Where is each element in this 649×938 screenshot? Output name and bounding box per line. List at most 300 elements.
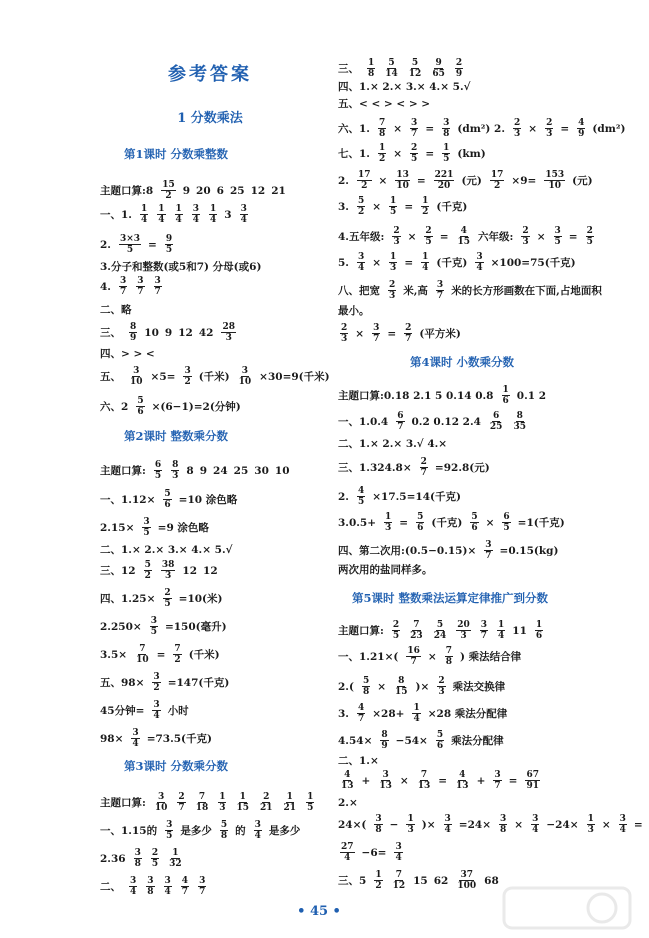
fraction: $\frac{7}{13}$ [417,770,431,791]
answer-text: 主题口算: [100,796,146,809]
answer-text: × [427,650,437,663]
fraction: $\frac{3}{4}$ [357,252,365,273]
fraction: $\frac{5}{6}$ [417,512,424,533]
answer-text: 一、1. [100,208,132,221]
fraction: $\frac{5}{6}$ [164,489,171,510]
fraction: $\frac{1}{3}$ [587,814,594,835]
answer-line [338,170,599,191]
fraction: $\frac{7}{12}$ [392,870,406,891]
answer-line [100,276,169,297]
fraction: $\frac{1}{15}$ [236,792,250,813]
answer-text: 3. [338,200,349,213]
answer-text: 二、 [100,880,121,893]
fraction: $\frac{1}{4}$ [498,620,505,641]
fraction: $\frac{17}{2}$ [357,170,371,191]
fraction: $\frac{1}{3}$ [390,252,397,273]
fraction: $\frac{8}{35}$ [513,411,526,432]
answer-text: = [416,174,426,187]
answer-line [100,322,243,343]
fraction: $\frac{3}{13}$ [379,770,392,791]
fraction: $\frac{1}{2}$ [422,196,429,217]
answer-text: ×17.5=14(千克) [372,490,461,503]
fraction: $\frac{2}{5}$ [411,143,418,164]
fraction: $\frac{2}{5}$ [164,588,171,609]
answer-text: 4. [100,280,111,293]
fraction: $\frac{2}{3}$ [393,226,400,247]
answer-text: )× [415,680,430,693]
fraction: $\frac{1}{4}$ [140,204,148,225]
fraction: $\frac{3}{4}$ [395,842,402,863]
answer-text: 8 [186,464,194,477]
fraction: $\frac{3}{10}$ [154,792,168,813]
fraction: $\frac{3}{4}$ [444,814,451,835]
answer-text: 二、1.× 2.× 3.× 4.× 5.√ [100,544,233,556]
lesson-3-title: 第3课时 分数乘分数 [124,759,229,773]
answer-text: × [372,256,382,269]
fraction: $\frac{28}{3}$ [222,322,235,343]
fraction: $\frac{3}{7}$ [480,620,488,641]
answer-line [338,411,534,432]
fraction: $\frac{27}{4}$ [341,842,354,863]
fraction: $\frac{3}{4}$ [254,820,261,841]
answer-line [100,396,247,417]
answer-text: 一、1.12× [100,493,156,506]
answer-text: = [633,818,643,831]
answer-text: 米,高 [403,284,428,297]
answer-line [338,252,582,273]
answer-text: 2.× [338,797,358,809]
answer-line [100,644,226,665]
fraction: $\frac{1}{4}$ [210,204,217,225]
fraction: $\frac{3}{8}$ [134,848,141,869]
fraction: $\frac{7}{2}$ [174,644,181,665]
fraction: $\frac{3}{7}$ [436,280,444,301]
answer-text: =147(千克) [167,676,230,689]
answer-text: (千克) [431,516,463,529]
answer-text: 八、把宽 [338,284,380,297]
answer-text: (平方米) [419,327,461,340]
answer-text: 25 [229,184,245,197]
fraction: $\frac{3}{7}$ [494,770,501,791]
answer-text: = [399,516,409,529]
fraction: $\frac{6}{5}$ [503,512,510,533]
answer-text: 12 [178,326,193,339]
fraction: $\frac{7}{23}$ [410,620,423,641]
fraction: $\frac{3}{4}$ [240,204,247,225]
answer-text: )× [421,818,436,831]
answer-text: =1(千克) [517,516,565,529]
answer-line [338,814,649,835]
answer-text: (dm²) 2. [457,122,505,135]
fraction: $\frac{13}{10}$ [396,170,409,191]
fraction: $\frac{1}{3}$ [407,814,414,835]
fraction: $\frac{3}{10}$ [238,366,252,387]
answer-text: 24×( [338,818,367,831]
answer-text: 乘法分配律 [451,734,504,747]
answer-text: 2.15× [100,521,135,534]
answer-text: 0.2 0.12 2.4 [411,415,481,428]
fraction: $\frac{3}{8}$ [500,814,507,835]
fraction: $\frac{5}{2}$ [144,560,151,581]
answer-text: 一、1.15的 [100,824,158,837]
answer-line [100,848,190,869]
fraction: $\frac{7}{18}$ [195,792,209,813]
answer-text: = [387,327,397,340]
answer-text: × [407,230,417,243]
fraction: $\frac{3}{10}$ [130,366,143,387]
fraction: $\frac{20}{3}$ [457,620,470,641]
fraction: $\frac{3}{4}$ [476,252,483,273]
fraction: $\frac{1}{5}$ [307,792,314,813]
answer-line [100,489,243,510]
answer-text: ) 乘法结合律 [459,650,522,663]
answer-text: 25 [233,464,249,477]
fraction: $\frac{221}{20}$ [434,170,454,191]
answer-text: 是多少 [268,824,301,837]
answer-text: 4.54× [338,734,373,747]
answer-text: 11 [512,624,527,637]
answer-text: =0.15(kg) [499,544,559,557]
fraction: $\frac{3}{5}$ [150,616,157,637]
answer-text: × [528,122,538,135]
fraction: $\frac{1}{32}$ [169,848,182,869]
fraction: $\frac{8}{9}$ [130,322,137,343]
answer-text: 3.0.5+ [338,516,377,529]
answer-text: 二、1.× [338,755,379,767]
answer-text: × [377,680,387,693]
answer-text: 两次用的盐同样多。 [338,564,433,576]
answer-text: (元) [461,174,482,187]
answer-text: 68 [484,874,499,887]
answer-text: 五、 [100,370,121,383]
answer-text: 主题口算:8 [100,184,154,197]
lesson-4-title: 第4课时 小数乘分数 [410,355,515,369]
answer-line [338,870,505,891]
fraction: $\frac{1}{5}$ [390,196,397,217]
answer-line [338,676,511,697]
fraction: $\frac{2}{3}$ [438,676,445,697]
answer-text: 3 [224,208,232,221]
answer-text: 主题口算: [100,464,146,477]
fraction: $\frac{1}{3}$ [219,792,226,813]
answer-text: 三、12 [100,564,136,577]
fraction: $\frac{2}{7}$ [420,457,427,478]
fraction: $\frac{3}{5}$ [166,820,173,841]
answer-text: 五、< < > < > > [338,98,431,110]
answer-text: 2. [338,174,349,187]
answer-text: × [372,200,382,213]
answer-text: 是多少 [180,824,212,837]
answer-text: 12 [203,564,218,577]
answer-text: 9 [199,464,208,477]
fraction: $\frac{3}{4}$ [130,876,137,897]
answer-text: 3.5× [100,648,128,661]
fraction: $\frac{1}{3}$ [385,512,392,533]
answer-line [338,58,470,79]
answer-text: 乘法交换律 [452,680,506,693]
fraction: $\frac{1}{6}$ [535,620,543,641]
answer-text: = [560,122,570,135]
fraction: $\frac{3}{7}$ [154,276,161,297]
answer-text: + [361,774,371,787]
page-number: • 45 • [297,904,341,919]
answer-text: 20 [196,184,211,197]
answer-text: 2.250× [100,620,142,633]
answer-text: =92.8(元) [434,461,490,474]
answer-text: 10 [144,326,159,339]
answer-text: = [404,256,414,269]
answer-line [100,303,138,317]
answer-text: = [148,238,157,251]
fraction: $\frac{5}{12}$ [408,58,422,79]
answer-text: 9 [182,184,191,197]
fraction: $\frac{3}{4}$ [192,204,200,225]
answer-text: ×9= [511,174,537,187]
answer-text: × [514,818,524,831]
answer-line [338,646,527,667]
lesson-5-title: 第5课时 整数乘法运算定律推广到分数 [352,591,549,605]
answer-text: 六、2 [100,400,129,413]
fraction: $\frac{3}{7}$ [373,323,380,344]
answer-text: 五、98× [100,676,145,689]
answer-text: 15 [413,874,428,887]
answer-text: 98× [100,732,124,745]
fraction: $\frac{3}{8}$ [147,876,154,897]
fraction: $\frac{6}{25}$ [489,411,503,432]
answer-text: 一、1.21×( [338,650,399,663]
answer-text: 三、5 [338,874,367,887]
answer-line [338,80,477,94]
answer-text: ×30=9(千米) [259,370,330,383]
answer-text: −6= [361,846,387,859]
answer-text: 四、第二次用:(0.5−0.15)× [338,544,477,557]
answer-line [338,540,564,561]
answer-text: 5. [338,256,349,269]
answer-text: × [393,122,403,135]
answer-line [100,792,321,813]
fraction: $\frac{4}{13}$ [456,770,469,791]
answer-line [338,512,571,533]
fraction: $\frac{4}{7}$ [181,876,189,897]
fraction: $\frac{3}{4}$ [132,728,139,749]
answer-text: ×28+ [372,707,405,720]
fraction: $\frac{3}{2}$ [184,366,191,387]
answer-text: × [378,174,388,187]
answer-line [338,437,453,451]
fraction: $\frac{153}{10}$ [545,170,565,191]
fraction: $\frac{3}{2}$ [153,672,160,693]
answer-text: + [476,774,486,787]
fraction: $\frac{3}{7}$ [485,540,492,561]
fraction: $\frac{4}{5}$ [357,486,365,507]
answer-text: 米的长方形画数在下面,占地面积 [451,284,602,297]
answer-text: 12 [250,184,266,197]
answer-text: 四、1.× 2.× 3.× 4.× 5.√ [338,81,471,93]
fraction: $\frac{3\times 3}{5}$ [119,234,141,255]
answer-text: × [601,818,611,831]
fraction: $\frac{4}{9}$ [578,118,585,139]
fraction: $\frac{3}{7}$ [199,876,206,897]
fraction: $\frac{7}{10}$ [136,644,149,665]
fraction: $\frac{2}{7}$ [405,323,412,344]
fraction: $\frac{38}{3}$ [161,560,175,581]
fraction: $\frac{2}{7}$ [178,792,185,813]
answer-line [100,180,292,201]
answer-text: =10(米) [178,592,223,605]
answer-line [338,97,436,111]
answer-text: 0.1 2 [516,389,546,402]
answer-line [338,118,631,139]
fraction: $\frac{5}{6}$ [436,730,444,751]
fraction: $\frac{5}{8}$ [220,820,228,841]
answer-text: (千克) [436,200,468,213]
answer-text: =73.5(千克) [146,732,212,745]
answer-line [100,560,224,581]
answer-text: 21 [271,184,286,197]
answer-line [338,304,376,318]
fraction: $\frac{5}{2}$ [357,196,365,217]
answer-line [338,486,467,507]
answer-text: 三、1.324.8× [338,461,412,474]
answer-text: 62 [433,874,449,887]
answer-text: =150(毫升) [164,620,227,633]
answer-text: −54× [395,734,428,747]
answer-text: 四、> > < [100,348,155,360]
answer-line [338,457,496,478]
answer-text: 三、 [338,62,359,75]
answer-text: = [568,230,578,243]
answer-line [338,143,492,164]
answer-line [338,563,439,577]
answer-line [338,323,467,344]
fraction: $\frac{3}{4}$ [532,814,539,835]
answer-text: = [438,774,448,787]
fraction: $\frac{7}{8}$ [445,646,452,667]
fraction: $\frac{67}{91}$ [526,770,539,791]
answer-text: = [156,648,166,661]
answer-line [338,196,473,217]
answer-line [338,796,364,810]
answer-text: 一、1.0.4 [338,415,389,428]
fraction: $\frac{3}{4}$ [164,876,171,897]
answer-text: ×(6−1)=2(分钟) [151,400,241,413]
answer-text: 二、略 [100,304,132,316]
fraction: $\frac{17}{2}$ [490,170,504,191]
fraction: $\frac{15}{2}$ [162,180,175,201]
lesson-1-title: 第1课时 分数乘整数 [124,147,229,161]
answer-text: 主题口算: [338,624,384,637]
answer-text: × [536,230,546,243]
answer-text: = [425,147,435,160]
answer-line [100,234,180,255]
chapter-title: 1 分数乘法 [177,111,243,126]
fraction: $\frac{2}{9}$ [455,58,463,79]
answer-text: =9 涂色略 [157,521,209,534]
answer-text: 三、 [100,326,121,339]
fraction: $\frac{8}{9}$ [381,730,388,751]
answer-line [100,260,267,274]
fraction: $\frac{2}{21}$ [260,792,273,813]
answer-text: 最小。 [338,305,370,317]
fraction: $\frac{1}{4}$ [413,703,420,724]
answer-text: × [393,147,403,160]
answer-line [338,842,410,863]
fraction: $\frac{3}{7}$ [119,276,127,297]
fraction: $\frac{4}{13}$ [341,770,354,791]
answer-text: 六年级: [478,230,514,243]
answer-line [100,728,218,749]
fraction: $\frac{3}{4}$ [153,700,160,721]
fraction: $\frac{2}{3}$ [389,280,396,301]
fraction: $\frac{1}{6}$ [502,385,509,406]
answer-text: (dm²) [592,122,626,135]
answer-line [100,347,161,361]
fraction: $\frac{2}{5}$ [151,848,159,869]
answer-text: 主题口算:0.18 2.1 5 0.14 0.8 [338,389,494,402]
fraction: $\frac{1}{4}$ [422,252,429,273]
answer-text: (元) [572,174,593,187]
page-title: 参考答案 [168,64,252,85]
fraction: $\frac{1}{4}$ [158,204,165,225]
answer-text: − [389,818,399,831]
answer-line [100,588,229,609]
answer-line [100,616,233,637]
answer-text: 2. [100,238,111,251]
fraction: $\frac{5}{14}$ [385,58,398,79]
answer-line [100,700,195,721]
fraction: $\frac{9}{65}$ [432,58,445,79]
answer-line [100,204,255,225]
fraction: $\frac{2}{3}$ [522,226,529,247]
answer-text: 3. [338,707,349,720]
answer-text: 4.五年级: [338,230,385,243]
answer-line [338,703,513,724]
answer-text: 六、1. [338,122,370,135]
answer-text: × [399,774,409,787]
answer-text: = [425,122,435,135]
answer-text: = [508,774,518,787]
answer-text: =24× [458,818,491,831]
answer-line [100,543,239,557]
fraction: $\frac{2}{3}$ [341,323,348,344]
answer-text: −24× [546,818,579,831]
answer-text: 30 [254,464,269,477]
answer-line [338,226,601,247]
answer-text: 6 [216,184,224,197]
answer-line [100,366,336,387]
answer-line [100,876,213,897]
answer-text: = [404,200,414,213]
fraction: $\frac{3}{8}$ [375,814,382,835]
fraction: $\frac{1}{5}$ [443,143,450,164]
fraction: $\frac{8}{3}$ [172,460,179,481]
answer-line [338,770,547,791]
answer-text: 10 [274,464,290,477]
fraction: $\frac{8}{15}$ [395,676,408,697]
answer-line [338,620,550,641]
answer-line [338,385,552,406]
answer-text: × [355,327,365,340]
lesson-2-title: 第2课时 整数乘分数 [124,429,229,443]
answer-text: ×5= [150,370,176,383]
fraction: $\frac{16}{7}$ [407,646,420,667]
fraction: $\frac{7}{8}$ [378,118,386,139]
answer-text: 3.分子和整数(或5和7) 分母(或6) [100,261,262,273]
answer-text: ×28 乘法分配律 [427,707,508,720]
fraction: $\frac{3}{5}$ [143,517,150,538]
fraction: $\frac{1}{4}$ [175,204,182,225]
answer-text: ×100=75(千克) [490,256,576,269]
